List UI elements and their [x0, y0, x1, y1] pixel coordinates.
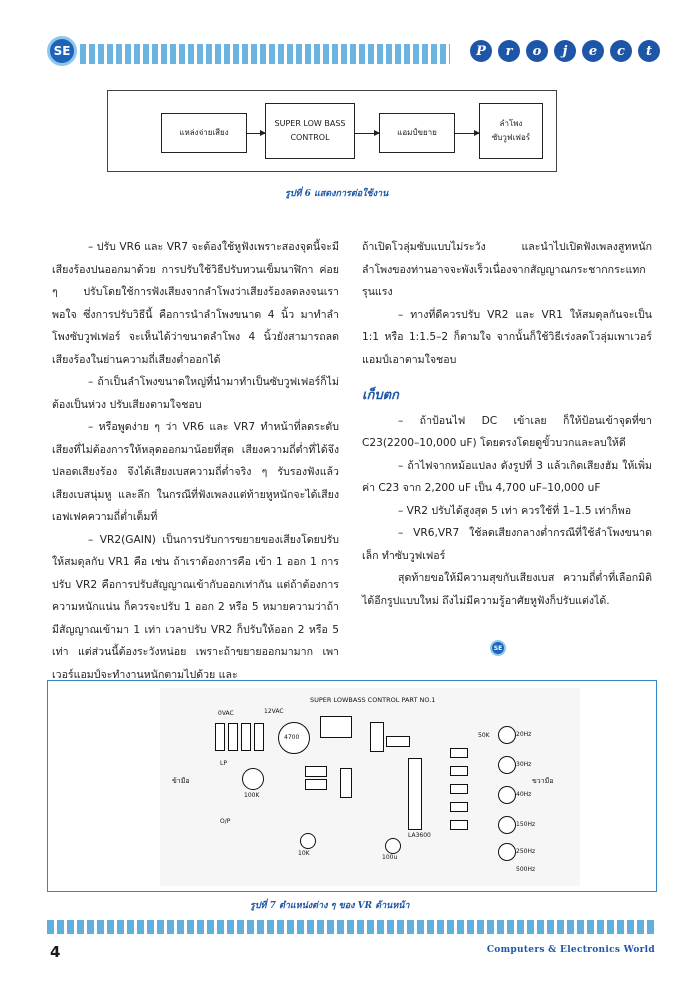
trimmer-vr: [242, 768, 264, 790]
diagram-arrow: [355, 133, 379, 134]
connection-block-diagram: [107, 90, 557, 172]
trimmer-vr: [300, 833, 316, 849]
diagram-block-control: SUPER LOW BASS CONTROL: [265, 103, 355, 159]
figure-7-caption: รูปที่ 7 ตำแหน่งต่าง ๆ ของ VR ด้านหน้า: [250, 901, 410, 911]
footer-stripe-bar: [47, 920, 655, 934]
body-paragraph: – ถ้าไฟจากหม้อแปลง ดังรูปที่ 3 แล้วเกิดเสียงฮัม ให้เพิ่มค่า C23 จาก 2,200 uF เป็น 4,700 uF–10,000 uF: [362, 459, 652, 494]
pcb-component: [450, 748, 468, 758]
pcb-label: 250Hz: [516, 848, 536, 855]
pcb-label: 12VAC: [264, 708, 284, 715]
trimmer-vr: [498, 843, 516, 861]
pcb-label: 0VAC: [218, 710, 234, 717]
body-paragraph: – หรือพูดง่าย ๆ ว่า VR6 และ VR7 ทำหน้าที่ลดระดับเสียงที่ไม่ต้องการให้หลุดออกมาน้อยที่สุด เสียงความถี่ต่ำที่ได้จึงปลอดเสียงร้อง จึงได้เสียงเบสความถี่ต่ำจริง ๆ รับรองฟังแล้วเสียงเบสนุ่มหู และลึก ในกรณีที่ฟังเพลงแต่ท้ายหูหนักจะได้เสียงเอฟเฟคความถี่ต่ำเต็มที่: [52, 421, 339, 523]
capacitor: [385, 838, 401, 854]
pcb-component: [340, 768, 352, 798]
body-paragraph: – VR6,VR7 ใช้ลดเสียงกลางต่ำกรณีที่ใช้ลำโพงขนาดเล็ก ทำซับวูฟเฟอร์: [362, 527, 652, 562]
pcb-label: 4700: [284, 734, 300, 741]
pcb-label: O/P: [220, 818, 231, 825]
right-text-column: [362, 236, 652, 612]
pcb-label: 500Hz: [516, 866, 536, 873]
header-stripe-bar: [80, 44, 450, 64]
trimmer-vr: [498, 756, 516, 774]
pcb-component: [215, 723, 225, 751]
project-letter: j: [554, 40, 576, 62]
pcb-label: 30Hz: [516, 761, 532, 768]
body-paragraph: – ทางที่ดีควรปรับ VR2 และ VR1 ให้สมดุลกันจะเป็น 1:1 หรือ 1:1.5–2 ก็ตามใจ จากนั้นก็ใช้วิธีเร่งลดโวลุ่มเพาเวอร์แอมป์เอาตามใจชอบ: [362, 308, 652, 366]
magazine-logo-icon: SE: [47, 36, 77, 66]
trimmer-vr: [498, 786, 516, 804]
pcb-label: 40Hz: [516, 791, 532, 798]
pcb-component: [450, 784, 468, 794]
body-paragraph: – ปรับ VR6 และ VR7 จะต้องใช้หูฟังเพราะสองจุดนี้จะมีเสียงร้องปนออกมาด้วย การปรับใช้วิธีปรับทวนเข็มนาฬิกา ค่อย ๆ ปรับโดยใช้การฟังเสียงจากลำโพงว่าเสียงร้องลดลงจนเราพอใจ ซึ่งการปรับวิธีนี้ คือการนำลำโพงขนาด 4 นิ้ว มาทำลำโพงซับวูฟเฟอร์ จะเห็นได้ว่าขนาดลำโพง 4 นิ้วยังสามารถลดเสียงร้องในย่านความถี่เสียงต่ำออกได้: [52, 241, 339, 366]
pcb-component: [241, 723, 251, 751]
project-letter: e: [582, 40, 604, 62]
diagram-block-amp: แอมป์ขยาย: [379, 113, 455, 153]
diagram-block-source: แหล่งจ่ายเสียง: [161, 113, 247, 153]
pcb-label: LP: [220, 760, 227, 767]
left-text-column: [52, 236, 339, 686]
pcb-component: [228, 723, 238, 751]
pcb-component: [450, 820, 468, 830]
project-letter: c: [610, 40, 632, 62]
project-letter: t: [638, 40, 660, 62]
pcb-component: [305, 766, 327, 777]
pcb-component: [386, 736, 410, 747]
pcb-component: [450, 802, 468, 812]
body-paragraph: – VR2 ปรับได้สูงสุด 5 เท่า ควรใช้ที่ 1–1.5 เท่าก็พอ: [398, 504, 632, 517]
pcb-component: [370, 722, 384, 752]
section-title: เก็บตก: [362, 388, 399, 403]
pcb-label-left: ข้ามือ: [172, 777, 190, 785]
trimmer-vr: [498, 726, 516, 744]
body-paragraph: – VR2(GAIN) เป็นการปรับการขยายของเสียงโดยปรับให้สมดุลกับ VR1 คือ เช่น ถ้าเราต้องการคือ เข้า 1 ออก 1 การปรับ VR2 คือการปรับสัญญาณเข้ากับออกเท่ากัน แต่ถ้าต้องการความหนักแน่น ก็ควรจะปรับ 1 ออก 2 หรือ 5 หมายความว่าถ้ามีสัญญาณเข้ามา 1 เท่า เวลาปรับ VR2 ก็ปรับให้ออก 2 หรือ 5 เท่า แต่ส่วนนี้ต้องระวังหน่อย เพราะถ้าขยายออกมามาก เพาเวอร์แอมป์จะทำงานหนักตามไปด้วย และ: [52, 533, 339, 681]
body-paragraph: – ถ้าป้อนไฟ DC เข้าเลย ก็ให้ป้อนเข้าจุดที่ขา C23(2200–10,000 uF) โดยตรงโดยดูขั้วบวกและลบให้ดี: [362, 414, 652, 449]
pcb-label: 100u: [382, 854, 398, 861]
pcb-layout-image: [160, 688, 580, 886]
ic-la3600: [408, 758, 422, 830]
pcb-component: [320, 716, 352, 738]
end-mark-icon: SE: [490, 640, 506, 656]
project-letter: P: [470, 40, 492, 62]
pcb-label: 20Hz: [516, 731, 532, 738]
diagram-block-subwoofer: ลำโพง ซับวูฟเฟอร์: [479, 103, 543, 159]
project-heading: [470, 40, 660, 62]
pcb-label: LA3600: [408, 832, 431, 839]
diagram-arrow: [247, 133, 265, 134]
page-number: 4: [50, 943, 61, 961]
pcb-label: 50K: [478, 732, 490, 739]
body-paragraph: – ถ้าเป็นลำโพงขนาดใหญ่ที่นำมาทำเป็นซับวูฟเฟอร์ก็ไม่ต้องเป็นห่วง ปรับเสียงตามใจชอบ: [52, 376, 339, 411]
body-paragraph: ถ้าเปิดโวลุ่มซับแบบไม่ระวัง และนำไปเปิดฟังเพลงสูทหนัก ลำโพงของท่านอาจจะพังเร็วเนื่องจากสัญญาณกระชากกระแทกรุนแรง: [362, 241, 652, 298]
project-letter: r: [498, 40, 520, 62]
pcb-title: SUPER LOWBASS CONTROL PART NO.1: [310, 696, 436, 704]
pcb-label: 150Hz: [516, 821, 536, 828]
pcb-component: [305, 779, 327, 790]
project-letter: o: [526, 40, 548, 62]
diagram-arrow: [455, 133, 479, 134]
pcb-label: 10K: [298, 850, 310, 857]
pcb-label: 100K: [244, 792, 260, 799]
pcb-component: [254, 723, 264, 751]
figure-6-caption: รูปที่ 6 แสดงการต่อใช้งาน: [285, 189, 389, 199]
magazine-name: Computers & Electronics World: [486, 945, 655, 955]
trimmer-vr: [498, 816, 516, 834]
pcb-label-right: ขวามือ: [532, 777, 554, 785]
pcb-component: [450, 766, 468, 776]
body-paragraph: สุดท้ายขอให้มีความสุขกับเสียงเบส ความถี่ต่ำที่เลือกมิติได้อีกรูปแบบใหม่ ถึงไม่มีความรู้อาศัยหูฟังก็ปรับแต่งได้.: [362, 572, 652, 607]
